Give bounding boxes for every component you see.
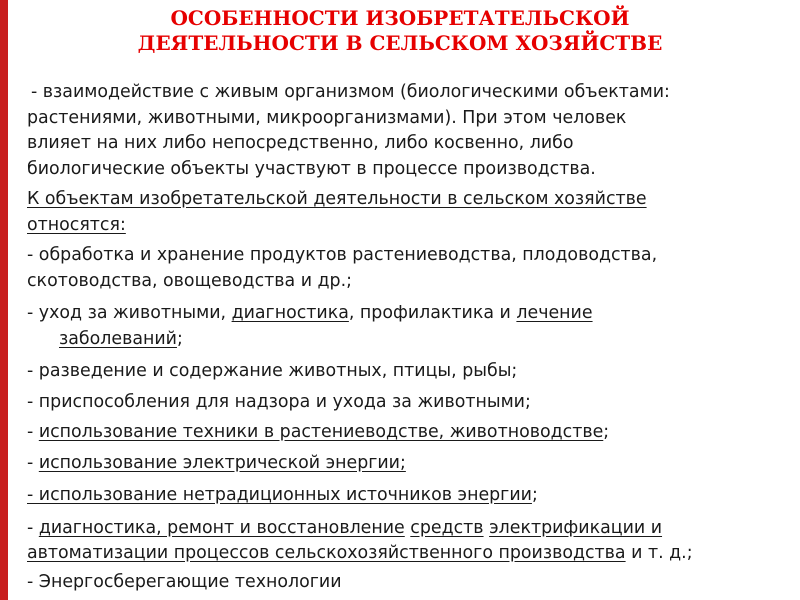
item-7-end: ; bbox=[531, 485, 538, 505]
list-item bbox=[27, 516, 787, 567]
item-7-text: - использование нетрадиционных источников энергии bbox=[27, 485, 532, 505]
objects-heading bbox=[27, 187, 787, 238]
item-2-diagnostics: диагностика bbox=[231, 303, 349, 323]
slide-accent-bar bbox=[0, 0, 8, 600]
item-6-prefix: - bbox=[27, 452, 39, 473]
item-5-prefix: - bbox=[27, 422, 39, 442]
item-8-electrification: электрификации и bbox=[489, 517, 663, 538]
intro-line-2: растениями, животными, микроорганизмами). При этом человек bbox=[27, 107, 627, 128]
list-item bbox=[27, 243, 787, 294]
heading-line-2: относятся: bbox=[27, 214, 126, 235]
item-2-prefix: - уход за животными, bbox=[27, 303, 232, 323]
item-1-line-1: - обработка и хранение продуктов растениеводства, плодоводства, bbox=[27, 245, 658, 265]
intro-paragraph bbox=[27, 80, 787, 182]
list-item bbox=[27, 359, 787, 385]
item-1-line-2: скотоводства, овощеводства и др.; bbox=[27, 270, 352, 291]
heading-line-1: К объектам изобретательской деятельности в сельском хозяйстве bbox=[27, 189, 647, 209]
item-3-text: - разведение и содержание животных, птицы, рыбы; bbox=[27, 361, 518, 381]
item-5-text: использование техники в растениеводстве, животноводстве bbox=[38, 422, 604, 442]
item-9-text: - Энергосберегающие технологии bbox=[27, 571, 342, 592]
intro-line-4: биологические объекты участвуют в процессе производства. bbox=[27, 158, 596, 179]
slide-body bbox=[27, 80, 787, 592]
item-6-text: использование электрической энергии; bbox=[38, 452, 406, 473]
list-item bbox=[27, 451, 787, 477]
item-4-text: - приспособления для надзора и ухода за животными; bbox=[27, 391, 531, 412]
intro-line-3: влияет на них либо непосредственно, либо косвенно, либо bbox=[27, 133, 574, 153]
item-8-end: и т. д.; bbox=[625, 543, 693, 563]
item-2-end: ; bbox=[176, 328, 183, 349]
intro-line-1: - взаимодействие с живым организмом (биологическими объектами: bbox=[31, 82, 670, 102]
item-8-diagnostics: диагностика, ремонт и восстановление bbox=[38, 517, 405, 538]
title-line-2: ДЕЯТЕЛЬНОСТИ В СЕЛЬСКОМ ХОЗЯЙСТВЕ bbox=[137, 31, 663, 55]
slide-title bbox=[0, 6, 800, 56]
list-item bbox=[27, 483, 787, 509]
item-2-treatment: лечение bbox=[516, 303, 593, 323]
item-8-automation: автоматизации процессов сельскохозяйственного производства bbox=[27, 543, 626, 563]
list-item bbox=[27, 390, 787, 416]
item-8-prefix: - bbox=[27, 517, 39, 538]
item-2-mid: , профилактика и bbox=[348, 303, 517, 323]
title-line-1: ОСОБЕННОСТИ ИЗОБРЕТАТЕЛЬСКОЙ bbox=[170, 6, 630, 30]
list-item bbox=[27, 420, 787, 446]
list-item bbox=[27, 301, 787, 352]
item-8-means: средств bbox=[410, 517, 484, 538]
list-item-cut-off bbox=[27, 570, 787, 592]
item-5-end: ; bbox=[603, 422, 610, 442]
item-2-diseases: заболеваний bbox=[59, 328, 177, 349]
